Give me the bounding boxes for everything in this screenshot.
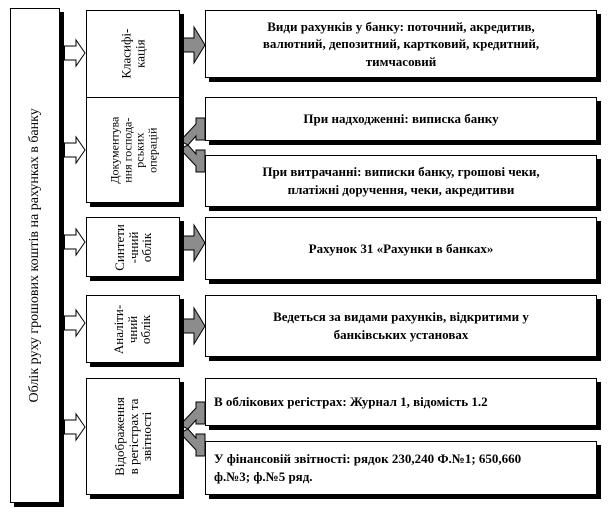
category-box-analytic: [86, 295, 180, 363]
fork-arrow-2-up: [180, 118, 205, 145]
category-box-documentation: [86, 97, 180, 203]
main-title: Облік руху грошових коштів на рахунках в банку: [26, 108, 42, 403]
detail-box-financial-reports: [205, 441, 597, 495]
notch-arrow-5: [61, 414, 85, 440]
block-arrow-4: [180, 308, 205, 344]
detail-box-account-types: [205, 10, 597, 78]
category-box-synthetic: [86, 217, 180, 277]
category-label: Синтети -чний облік: [111, 223, 154, 271]
notch-arrow-4: [61, 310, 85, 336]
detail-text: Ведеться за видами рахунків, відкритими у банківських установах: [273, 309, 529, 342]
detail-text: У фінансовій звітності: рядок 230,240 Ф.№1; 650,660 ф.№3; ф.№5 ряд.: [214, 451, 522, 484]
detail-box-registers: [205, 378, 597, 426]
category-label: Відображення в регістрах та звітності: [111, 397, 154, 476]
notch-arrow-3: [61, 229, 85, 255]
category-label: Класифі- кація: [118, 28, 147, 80]
detail-text: В облікових регістрах: Журнал 1, відомість 1.2: [214, 394, 488, 410]
detail-box-receipt: [205, 97, 597, 141]
detail-box-analytic: [205, 295, 597, 357]
notch-arrow-1: [61, 40, 85, 66]
notch-arrow-2: [61, 137, 85, 163]
detail-box-account-31: [205, 217, 597, 280]
detail-text: Види рахунків у банку: поточний, акредитив, валютний, депозитний, картковий, кредитний, тимчасовий: [262, 18, 540, 69]
category-box-reflection: [86, 378, 180, 495]
fork-arrow-2-down: [180, 145, 205, 172]
fork-arrow-5-down: [180, 429, 205, 456]
main-title-box: [10, 8, 60, 503]
detail-text: При витрачанні: виписки банку, грошові чеки, платіжні доручення, чеки, акредитиви: [262, 164, 540, 197]
block-arrow-3: [180, 225, 205, 261]
detail-box-expenditure: [205, 155, 597, 207]
fork-arrow-5-up: [180, 402, 205, 429]
detail-text: Рахунок 31 «Рахунки в банках»: [308, 240, 494, 256]
block-arrow-1: [180, 27, 205, 63]
category-label: Документува ння господа- рських операцій: [106, 116, 159, 184]
detail-text: При надходженні: виписка банку: [303, 111, 499, 127]
category-label: Аналіти- чний облік: [111, 304, 154, 354]
category-box-classification: [86, 10, 180, 98]
